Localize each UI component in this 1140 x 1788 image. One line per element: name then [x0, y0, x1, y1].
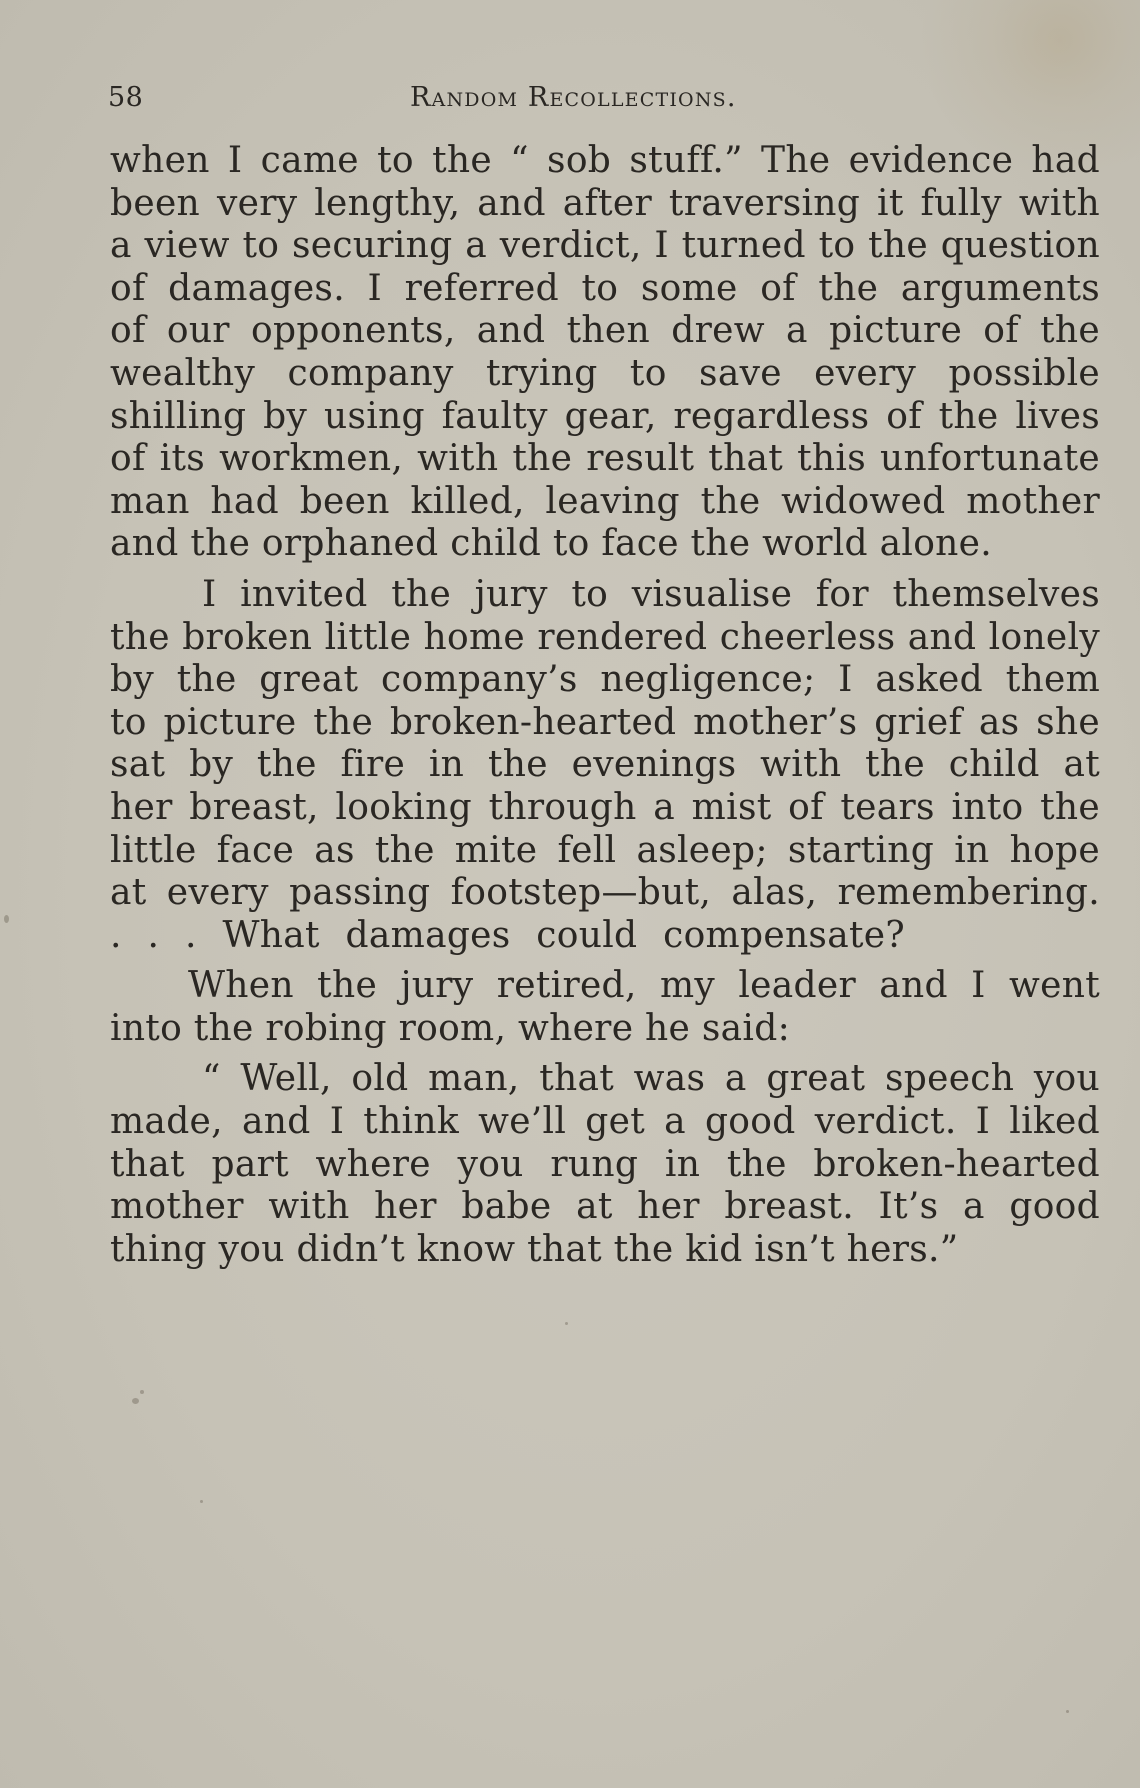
text-line: by the great company’s negligence; I asked them	[110, 659, 1100, 701]
body-text	[110, 140, 1100, 1279]
text-line: the broken little home rendered cheerless and lonely	[110, 616, 1100, 658]
text-line: and the orphaned child to face the world alone.	[110, 523, 993, 565]
paragraph-2	[110, 574, 1100, 957]
text-line: sat by the fire in the evenings with the child at	[110, 744, 1100, 786]
paper-speck	[132, 1398, 139, 1404]
paper-speck	[4, 915, 9, 923]
text-line: man had been killed, leaving the widowed mother	[110, 480, 1100, 522]
text-line: . . . What damages could compensate?	[110, 914, 905, 956]
text-line: to picture the broken-hearted mother’s grief as she	[110, 701, 1100, 743]
text-line: When the jury retired, my leader and I went	[188, 965, 1100, 1007]
text-line: I invited the jury to visualise for themselves	[202, 573, 1100, 615]
text-line: a view to securing a verdict, I turned to the question	[110, 225, 1100, 267]
text-line: little face as the mite fell asleep; starting in hope	[110, 829, 1100, 871]
text-line: that part where you rung in the broken-hearted	[110, 1143, 1100, 1185]
text-line: at every passing footstep—but, alas, remembering.	[110, 872, 1100, 914]
text-line: “ Well, old man, that was a great speech you	[202, 1058, 1100, 1100]
text-line: thing you didn’t know that the kid isn’t hers.”	[110, 1228, 959, 1270]
text-line: made, and I think we’ll get a good verdict. I liked	[110, 1101, 1100, 1143]
running-head: Random Recollections.	[410, 82, 737, 113]
text-line: of its workmen, with the result that this unfortunate	[110, 438, 1100, 480]
paper-speck	[565, 1322, 568, 1325]
page-number: 58	[108, 82, 144, 113]
text-line: been very lengthy, and after traversing it fully with	[110, 182, 1100, 224]
text-line: into the robing room, where he said:	[110, 1007, 790, 1049]
text-line: her breast, looking through a mist of tears into the	[110, 786, 1100, 828]
page-header	[108, 82, 1100, 122]
paragraph-4	[110, 1058, 1100, 1271]
text-line: mother with her babe at her breast. It’s a good	[110, 1186, 1100, 1228]
paper-speck	[1066, 1710, 1069, 1713]
text-line: wealthy company trying to save every possible	[110, 352, 1100, 394]
paper-speck	[140, 1390, 144, 1394]
text-line: of our opponents, and then drew a picture of the	[110, 310, 1100, 352]
paragraph-3	[110, 965, 1100, 1050]
text-line: shilling by using faulty gear, regardless of the lives	[110, 395, 1100, 437]
text-line: when I came to the “ sob stuff.” The evidence had	[110, 140, 1100, 181]
paper-speck	[200, 1500, 203, 1503]
text-line: of damages. I referred to some of the arguments	[110, 267, 1100, 309]
paragraph-1	[110, 140, 1100, 566]
